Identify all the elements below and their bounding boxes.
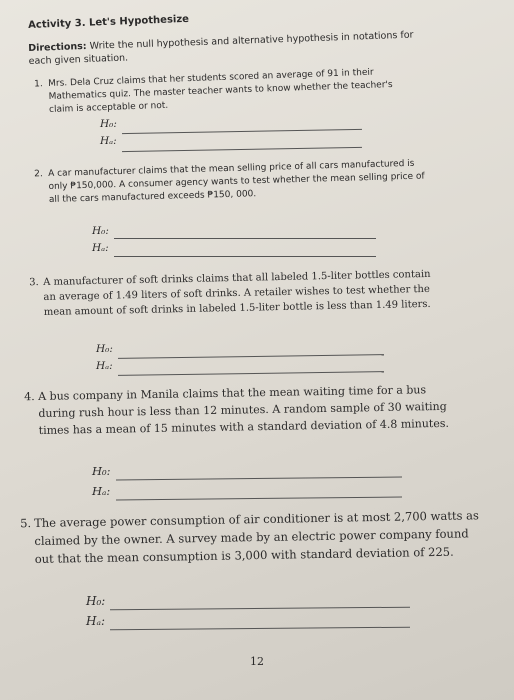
item-3 [29,267,444,320]
h0-label: H₀: [86,594,106,608]
item-number: 1. [34,79,43,90]
ha-answer-line[interactable] [116,497,402,501]
h0-label: H₀: [92,464,111,478]
item-number: 4. [24,390,35,404]
directions-text: Write the null hypothesis and alternative hypothesis in notations for each given situation. [28,29,414,67]
activity-title: Activity 3. Let's Hypothesize [28,13,190,31]
ha-answer-line[interactable] [118,371,384,376]
h0-label: H₀: [96,343,113,355]
item-text: A car manufacturer claims that the mean selling price of all cars manufactured is only ₱150,000. A consumer agency wants to test whether the mean selling price of all the cars manufactured exceeds ₱150, 000. [48,158,425,205]
item-5 [20,506,480,568]
page-number: 12 [250,655,264,668]
item-1 [34,65,419,117]
h0-answer-line[interactable] [114,238,376,239]
item-text: A bus company in Manila claims that the mean waiting time for a bus during rush hour is less than 12 minutes. A random sample of 30 waiting times has a mean of 15 minutes with a standard deviation of 4.8 minutes. [38,383,450,437]
ha-label: Hₐ: [92,242,109,254]
item-2 [34,157,434,207]
item-number: 3. [29,277,39,289]
h0-answer-line[interactable] [116,477,402,481]
ha-answer-line[interactable] [122,147,362,152]
item-4 [24,381,459,439]
item-number: 5. [20,516,32,531]
ha-label: Hₐ: [86,614,106,628]
item-text: The average power consumption of air conditioner is at most 2,700 watts as claimed by the owner. A survey made by an electric power company found out that the mean consumption is 3,000 with standard deviation of 225. [34,508,479,566]
ha-label: Hₐ: [92,484,111,498]
ha-answer-line[interactable] [114,256,376,257]
ha-answer-line[interactable] [110,627,410,631]
h0-answer-line[interactable] [110,607,410,611]
h0-answer-line[interactable] [118,354,384,359]
item-text: Mrs. Dela Cruz claims that her students scored an average of 91 in their Mathematics quiz. The master teacher wants to know whether the teacher's claim is acceptable or not. [48,67,393,115]
h0-label: H₀: [100,118,117,130]
h0-label: H₀: [92,225,109,237]
h0-answer-line[interactable] [122,129,362,134]
directions [28,28,429,68]
ha-label: Hₐ: [96,360,113,372]
item-text: A manufacturer of soft drinks claims that all labeled 1.5-liter bottles contain an average of 1.49 liters of soft drinks. A retailer wishes to test whether the mean amount of soft drinks in labeled 1.5-liter bottle is less than 1.49 liters. [43,268,431,318]
directions-label: Directions: [28,40,87,54]
item-number: 2. [34,169,43,180]
ha-label: Hₐ: [100,135,117,147]
